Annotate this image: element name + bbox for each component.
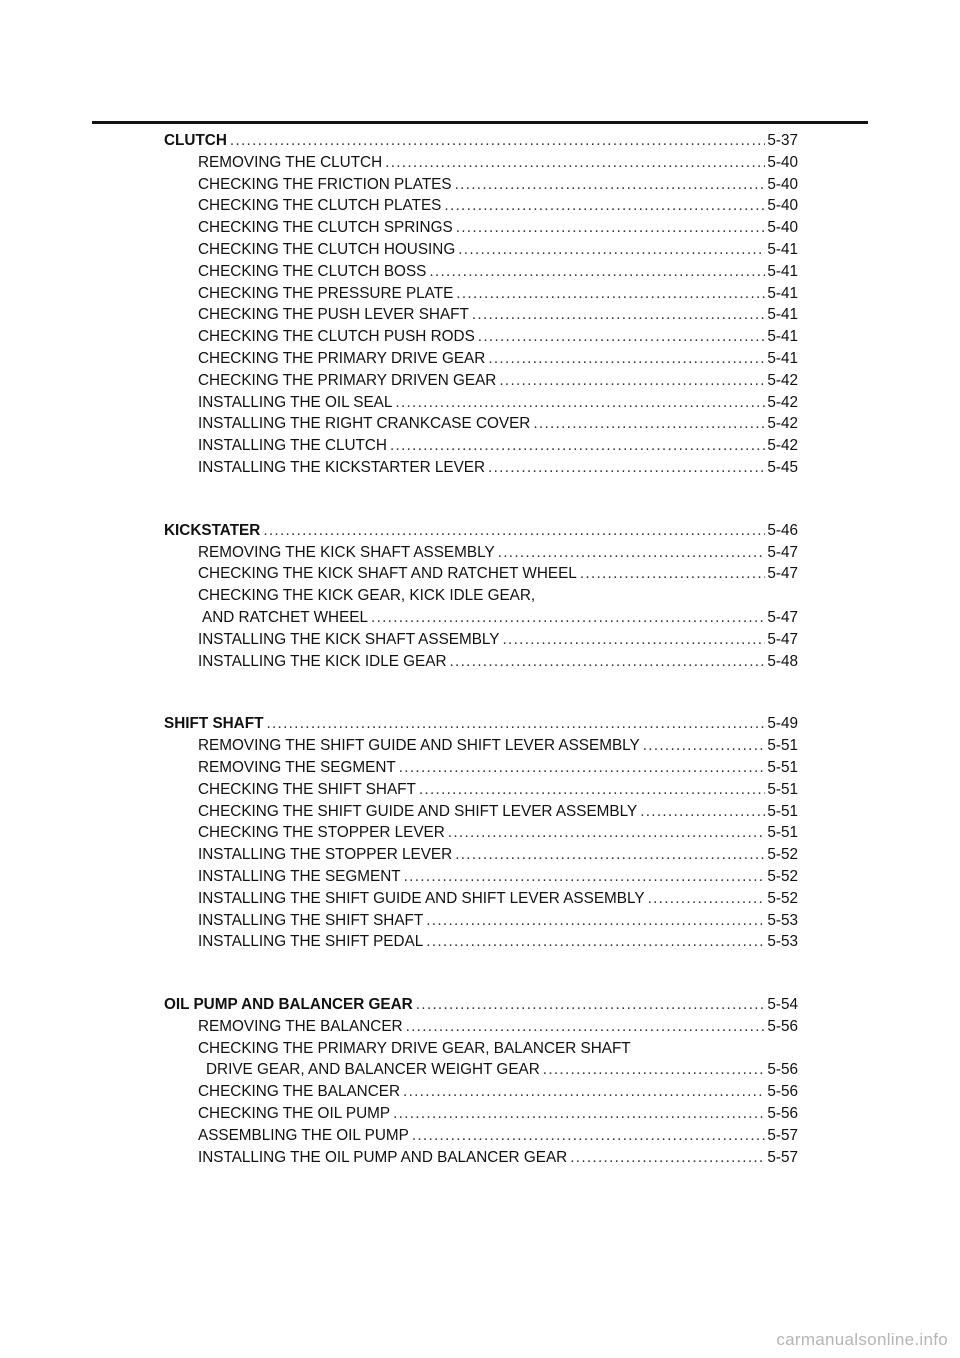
toc-entry-label: INSTALLING THE OIL SEAL	[198, 393, 393, 411]
dot-leader	[444, 195, 765, 217]
toc-page-number: 5-46	[767, 521, 798, 539]
toc-page-number: 5-51	[767, 737, 798, 755]
toc-page-number: 5-41	[767, 284, 798, 302]
toc-entry[interactable]	[164, 413, 798, 435]
toc-page-number: 5-57	[767, 1148, 798, 1166]
toc-entry[interactable]	[164, 888, 798, 910]
toc-entry-label: CHECKING THE CLUTCH SPRINGS	[198, 219, 453, 237]
toc-entry-label: INSTALLING THE SHIFT SHAFT	[198, 911, 424, 929]
toc-page-number: 5-42	[767, 393, 798, 411]
dot-leader	[580, 563, 766, 585]
toc-entry-label: CHECKING THE SHIFT GUIDE AND SHIFT LEVER ASSEMBLY	[198, 802, 638, 820]
dot-leader	[371, 607, 765, 629]
toc-page-number: 5-52	[767, 867, 798, 885]
toc-entry-label: CHECKING THE PRIMARY DRIVE GEAR	[198, 349, 486, 367]
toc-entry[interactable]	[164, 348, 798, 370]
toc-entry[interactable]	[164, 457, 798, 479]
toc-page-number: 5-42	[767, 437, 798, 455]
toc-entry-label: INSTALLING THE KICK SHAFT ASSEMBLY	[198, 630, 500, 648]
toc-page-number: 5-56	[767, 1061, 798, 1079]
toc-section-heading[interactable]	[164, 130, 798, 152]
toc-entry[interactable]	[164, 844, 798, 866]
dot-leader	[450, 651, 766, 673]
toc-entry[interactable]	[164, 542, 798, 564]
toc-section-heading[interactable]	[164, 520, 798, 542]
toc-page-number: 5-40	[767, 197, 798, 215]
toc-page-number: 5-47	[767, 608, 798, 626]
toc-entry[interactable]	[164, 435, 798, 457]
toc-entry-label: INSTALLING THE SHIFT PEDAL	[198, 933, 424, 951]
toc-entry[interactable]	[164, 370, 798, 392]
toc-entry-label: CHECKING THE CLUTCH PLATES	[198, 197, 442, 215]
toc-page-number: 5-45	[767, 458, 798, 476]
toc-page-number: 5-40	[767, 153, 798, 171]
dot-leader	[390, 435, 765, 457]
toc-page-number: 5-51	[767, 802, 798, 820]
toc-entry-label: CHECKING THE PRIMARY DRIVEN GEAR	[198, 371, 497, 389]
toc-page-number: 5-47	[767, 565, 798, 583]
toc-entry-label: REMOVING THE SEGMENT	[198, 758, 396, 776]
dot-leader	[416, 994, 766, 1016]
toc-entry-label: INSTALLING THE CLUTCH	[198, 437, 387, 455]
toc-entry[interactable]	[164, 629, 798, 651]
toc-entry[interactable]	[164, 1125, 798, 1147]
toc-entry[interactable]	[164, 866, 798, 888]
table-of-contents	[164, 130, 798, 1209]
toc-entry-label: INSTALLING THE RIGHT CRANKCASE COVER	[198, 415, 531, 433]
toc-entry[interactable]	[164, 735, 798, 757]
dot-leader	[263, 520, 765, 542]
toc-entry-label: INSTALLING THE STOPPER LEVER	[198, 846, 453, 864]
dot-leader	[399, 757, 766, 779]
toc-entry[interactable]	[164, 910, 798, 932]
toc-section-heading[interactable]	[164, 713, 798, 735]
toc-section-title: SHIFT SHAFT	[164, 715, 264, 733]
toc-page-number: 5-41	[767, 349, 798, 367]
dot-leader	[498, 542, 766, 564]
dot-leader	[266, 713, 765, 735]
toc-entry[interactable]	[164, 779, 798, 801]
dot-leader	[503, 629, 766, 651]
dot-leader	[472, 304, 766, 326]
toc-entry[interactable]	[164, 801, 798, 823]
dot-leader	[455, 174, 766, 196]
toc-entry[interactable]	[164, 585, 798, 607]
watermark: carmanualsonline.info	[776, 1330, 948, 1349]
toc-entry-label: AND RATCHET WHEEL	[202, 608, 369, 626]
toc-page-number: 5-53	[767, 933, 798, 951]
toc-entry-label: CHECKING THE SHIFT SHAFT	[198, 780, 416, 798]
dot-leader	[640, 801, 765, 823]
toc-page-number: 5-52	[767, 889, 798, 907]
toc-page-number: 5-49	[767, 715, 798, 733]
dot-leader	[395, 392, 765, 414]
toc-entry[interactable]	[164, 392, 798, 414]
toc-entry[interactable]	[164, 174, 798, 196]
dot-leader	[458, 239, 765, 261]
toc-entry-label: REMOVING THE KICK SHAFT ASSEMBLY	[198, 543, 495, 561]
toc-entry[interactable]	[164, 1103, 798, 1125]
toc-section-title: CLUTCH	[164, 132, 227, 149]
top-rule	[92, 121, 868, 124]
dot-leader	[426, 910, 765, 932]
toc-entry-label: INSTALLING THE SHIFT GUIDE AND SHIFT LEVER ASSEMBLY	[198, 889, 645, 907]
toc-page-number: 5-51	[767, 824, 798, 842]
dot-leader	[456, 217, 766, 239]
dot-leader	[230, 130, 765, 152]
toc-entry-label: DRIVE GEAR, AND BALANCER WEIGHT GEAR	[206, 1061, 540, 1079]
toc-entry[interactable]	[164, 1059, 798, 1081]
dot-leader	[488, 457, 765, 479]
toc-entry-label: INSTALLING THE KICK IDLE GEAR	[198, 652, 447, 670]
toc-entry-label: INSTALLING THE OIL PUMP AND BALANCER GEAR	[198, 1148, 568, 1166]
toc-page-number: 5-47	[767, 543, 798, 561]
toc-entry[interactable]	[164, 217, 798, 239]
dot-leader	[419, 779, 766, 801]
toc-page-number: 5-42	[767, 415, 798, 433]
toc-page-number: 5-41	[767, 240, 798, 258]
dot-leader	[648, 888, 766, 910]
toc-entry-label: REMOVING THE BALANCER	[198, 1017, 403, 1035]
toc-entry[interactable]	[164, 651, 798, 673]
toc-page-number: 5-41	[767, 328, 798, 346]
dot-leader	[403, 1081, 765, 1103]
toc-entry-label: CHECKING THE STOPPER LEVER	[198, 824, 445, 842]
toc-entry[interactable]	[164, 304, 798, 326]
toc-entry[interactable]	[164, 1016, 798, 1038]
toc-entry-label: REMOVING THE CLUTCH	[198, 153, 383, 171]
toc-entry-label: CHECKING THE BALANCER	[198, 1083, 401, 1101]
dot-leader	[533, 413, 765, 435]
toc-entry-label: CHECKING THE KICK GEAR, KICK IDLE GEAR,	[198, 587, 536, 605]
toc-page-number: 5-56	[767, 1105, 798, 1123]
toc-entry[interactable]	[164, 326, 798, 348]
toc-entry-label: REMOVING THE SHIFT GUIDE AND SHIFT LEVER ASSEMBLY	[198, 737, 640, 755]
toc-page-number: 5-57	[767, 1126, 798, 1144]
toc-section	[164, 520, 798, 673]
toc-entry[interactable]	[164, 822, 798, 844]
toc-section-title: OIL PUMP AND BALANCER GEAR	[164, 996, 413, 1014]
toc-page-number: 5-56	[767, 1083, 798, 1101]
dot-leader	[488, 348, 765, 370]
toc-page-number: 5-41	[767, 306, 798, 324]
toc-page-number: 5-42	[767, 371, 798, 389]
toc-page-number: 5-53	[767, 911, 798, 929]
toc-section	[164, 994, 798, 1168]
toc-entry-label: CHECKING THE KICK SHAFT AND RATCHET WHEEL	[198, 565, 577, 583]
toc-entry[interactable]	[164, 239, 798, 261]
toc-entry-label: CHECKING THE PRIMARY DRIVE GEAR, BALANCER SHAFT	[198, 1039, 631, 1057]
toc-entry-label: CHECKING THE CLUTCH PUSH RODS	[198, 328, 475, 346]
toc-entry-label: CHECKING THE OIL PUMP	[198, 1105, 391, 1123]
dot-leader	[406, 1016, 766, 1038]
toc-page-number: 5-41	[767, 262, 798, 280]
dot-leader	[385, 152, 765, 174]
toc-entry[interactable]	[164, 1038, 798, 1060]
toc-page-number: 5-40	[767, 175, 798, 193]
toc-entry-label: CHECKING THE CLUTCH BOSS	[198, 262, 427, 280]
toc-section-title: KICKSTATER	[164, 521, 261, 539]
dot-leader	[404, 866, 766, 888]
dot-leader	[426, 931, 765, 953]
toc-section	[164, 130, 798, 479]
toc-entry[interactable]	[164, 607, 798, 629]
toc-entry-label: CHECKING THE FRICTION PLATES	[198, 175, 452, 193]
toc-entry[interactable]	[164, 931, 798, 953]
toc-page-number: 5-51	[767, 780, 798, 798]
toc-page-number: 5-40	[767, 219, 798, 237]
toc-entry-label: ASSEMBLING THE OIL PUMP	[198, 1126, 409, 1144]
toc-section-heading[interactable]	[164, 994, 798, 1016]
dot-leader	[448, 822, 766, 844]
toc-entry-label: CHECKING THE PRESSURE PLATE	[198, 284, 454, 302]
toc-entry-label: CHECKING THE CLUTCH HOUSING	[198, 240, 456, 258]
toc-entry[interactable]	[164, 563, 798, 585]
toc-page-number: 5-51	[767, 758, 798, 776]
dot-leader	[456, 283, 765, 305]
toc-entry[interactable]	[164, 1147, 798, 1169]
toc-entry[interactable]	[164, 261, 798, 283]
toc-page-number: 5-52	[767, 846, 798, 864]
toc-entry-label: CHECKING THE PUSH LEVER SHAFT	[198, 306, 469, 324]
dot-leader	[429, 261, 765, 283]
toc-entry-label: INSTALLING THE KICKSTARTER LEVER	[198, 458, 486, 476]
dot-leader	[499, 370, 765, 392]
toc-page-number: 5-54	[767, 996, 798, 1014]
dot-leader	[570, 1147, 765, 1169]
dot-leader	[412, 1125, 766, 1147]
toc-entry-label: INSTALLING THE SEGMENT	[198, 867, 401, 885]
toc-page-number: 5-48	[767, 652, 798, 670]
dot-leader	[393, 1103, 765, 1125]
dot-leader	[643, 735, 766, 757]
toc-entry[interactable]	[164, 757, 798, 779]
toc-page-number: 5-47	[767, 630, 798, 648]
toc-page-number: 5-56	[767, 1017, 798, 1035]
toc-entry[interactable]	[164, 152, 798, 174]
dot-leader	[478, 326, 766, 348]
toc-section	[164, 713, 798, 953]
toc-entry[interactable]	[164, 283, 798, 305]
toc-entry[interactable]	[164, 1081, 798, 1103]
toc-entry[interactable]	[164, 195, 798, 217]
dot-leader	[543, 1059, 766, 1081]
toc-page-number: 5-37	[767, 132, 798, 149]
dot-leader	[455, 844, 765, 866]
